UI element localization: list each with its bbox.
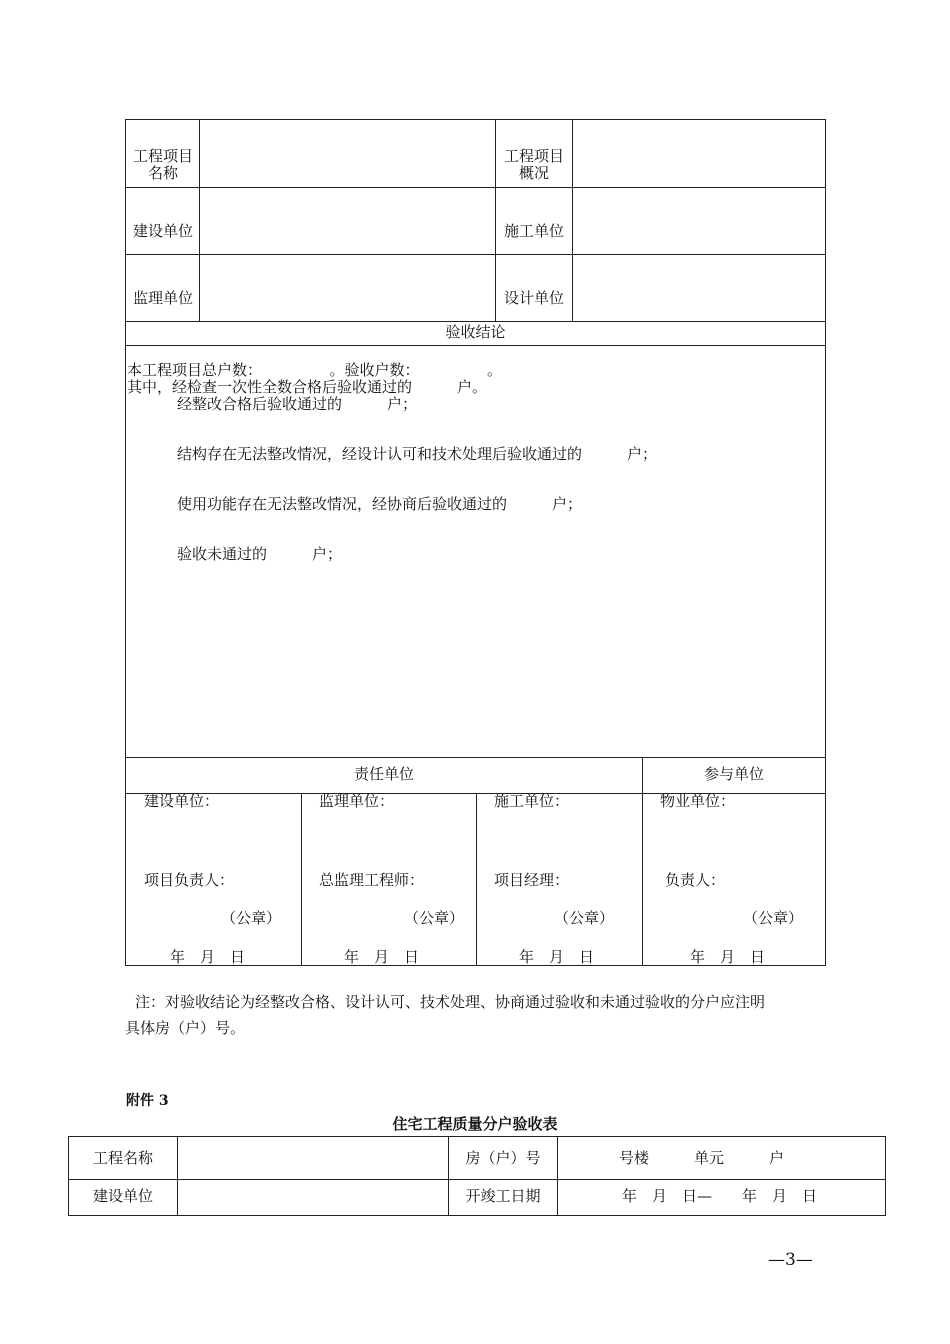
table-rule <box>126 254 825 255</box>
household-acceptance-table <box>68 1136 886 1216</box>
signer-seal: （公章） <box>554 909 615 927</box>
first-pass-line: 其中，经检查一次性全数合格后验收通过的 户。 <box>127 378 488 396</box>
developer-label: 建设单位 <box>132 222 193 240</box>
conclusion-header: 验收结论 <box>445 323 506 341</box>
signer-date: 年 月 日 <box>690 948 766 966</box>
project-name-label: 工程项目名称 <box>132 147 193 182</box>
signer-person: 项目经理： <box>494 871 570 889</box>
signer-unit: 物业单位： <box>660 792 736 810</box>
table-rule <box>199 120 200 321</box>
supervisor-label: 监理单位 <box>132 289 193 307</box>
construction-dates-value: 年 月 日— 年 月 日 <box>622 1187 818 1205</box>
project-name-label: 工程名称 <box>92 1149 153 1167</box>
note-line: 具体房（户）号。 <box>125 1019 246 1037</box>
unit-number-value: 号楼 单元 户 <box>619 1149 785 1167</box>
attachment-title: 住宅工程质量分户验收表 <box>392 1115 558 1133</box>
table-rule <box>126 757 825 758</box>
table-rule <box>126 187 825 188</box>
table-rule <box>69 1179 885 1180</box>
signer-unit: 监理单位： <box>319 792 395 810</box>
acceptance-table <box>125 119 826 966</box>
participating-units-header: 参与单位 <box>703 765 764 783</box>
project-overview-label: 工程项目概况 <box>503 147 564 182</box>
table-rule <box>642 757 643 965</box>
signer-date: 年 月 日 <box>519 948 595 966</box>
signer-date: 年 月 日 <box>344 948 420 966</box>
attachment-label: 附件 3 <box>126 1093 169 1109</box>
signer-person: 负责人： <box>665 871 726 889</box>
note-line: 注：对验收结论为经整改合格、设计认可、技术处理、协商通过验收和未通过验收的分户应注明 <box>135 993 766 1011</box>
responsible-units-header: 责任单位 <box>353 765 414 783</box>
functional-line: 使用功能存在无法整改情况，经协商后验收通过的 户； <box>177 495 583 513</box>
failed-line: 验收未通过的 户； <box>177 545 343 563</box>
page-number: —3— <box>768 1250 813 1270</box>
signer-seal: （公章） <box>743 909 804 927</box>
table-rule <box>126 321 825 322</box>
table-rule <box>476 793 477 965</box>
signer-person: 项目负责人： <box>144 871 235 889</box>
unit-number-label: 房（户）号 <box>465 1149 541 1167</box>
table-rule <box>572 120 573 321</box>
table-rule <box>301 793 302 965</box>
rectified-line: 经整改合格后验收通过的 户； <box>177 395 418 413</box>
table-rule <box>177 1137 178 1215</box>
signer-unit: 建设单位： <box>144 792 220 810</box>
table-rule <box>495 120 496 321</box>
signer-unit: 施工单位： <box>494 792 570 810</box>
construction-dates-label: 开竣工日期 <box>465 1187 541 1205</box>
designer-label: 设计单位 <box>503 289 564 307</box>
signer-person: 总监理工程师： <box>319 871 425 889</box>
signer-seal: （公章） <box>404 909 465 927</box>
contractor-label: 施工单位 <box>503 222 564 240</box>
total-units-line: 本工程项目总户数： 。验收户数： 。 <box>127 361 503 379</box>
table-rule <box>126 345 825 346</box>
table-rule <box>557 1137 558 1215</box>
structural-line: 结构存在无法整改情况，经设计认可和技术处理后验收通过的 户； <box>177 445 658 463</box>
signer-date: 年 月 日 <box>170 948 246 966</box>
signer-seal: （公章） <box>221 909 282 927</box>
developer-label: 建设单位 <box>92 1187 153 1205</box>
